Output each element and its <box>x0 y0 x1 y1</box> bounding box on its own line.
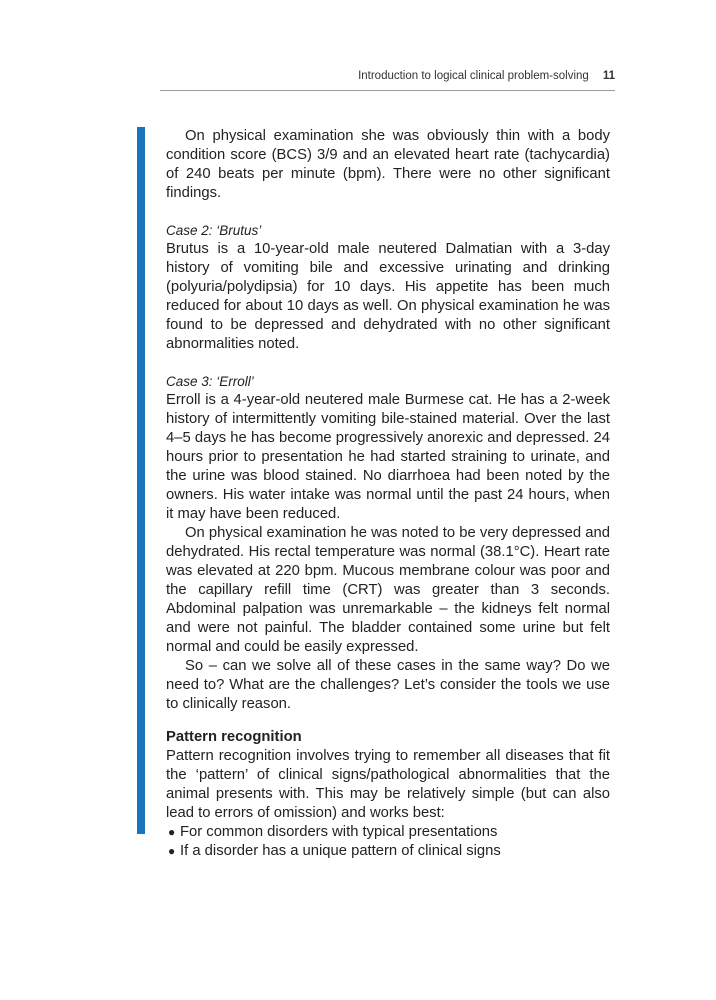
case2-heading: Case 2: ‘Brutus’ <box>166 223 262 238</box>
case3-paragraph: Erroll is a 4-year-old neutered male Burmese cat. He has a 2-week history of intermittently vomiting bile-stained material. Over the last 4–5 days he has become progressively anorexic and depressed. 24 hours prior to presentation he had started straining to urinate, and the urine was blood stained. No diarrhoea had been noted by the owners. His water intake was normal until the past 24 hours, when it may have been reduced. <box>166 392 610 522</box>
case3-heading: Case 3: ‘Erroll’ <box>166 374 254 389</box>
section-paragraph: Pattern recognition involves trying to remember all diseases that fit the ‘pattern’ of clinical signs/pathological abnormalities that the animal presents with. This may be relatively simple (but can also lead to errors of omission) and works best: <box>166 748 610 821</box>
bullet-icon: ● <box>168 825 176 839</box>
running-title: Introduction to logical clinical problem-solving <box>358 70 589 82</box>
list-item <box>166 842 610 861</box>
page-number: 11 <box>602 70 615 82</box>
running-header <box>160 70 615 91</box>
body-text <box>166 127 610 861</box>
list-item <box>166 823 610 842</box>
bullet-text: For common disorders with typical presentations <box>180 824 498 840</box>
section-heading: Pattern recognition <box>166 729 302 745</box>
case2-paragraph: Brutus is a 10-year-old male neutered Dalmatian with a 3-day history of vomiting bile and excessive urinating and drinking (polyuria/polydipsia) for 10 days. His appetite has been much reduced for about 10 days as well. On physical examination he was found to be depressed and dehydrated with no other significant abnormalities noted. <box>166 241 610 352</box>
bullet-text: If a disorder has a unique pattern of clinical signs <box>180 843 501 859</box>
accent-side-bar <box>137 127 145 834</box>
case3-exam-paragraph: On physical examination he was noted to be very depressed and dehydrated. His rectal temperature was normal (38.1°C). Heart rate was elevated at 220 bpm. Mucous membrane colour was poor and the capillary refill time (CRT) was greater than 3 seconds. Abdominal palpation was unremarkable – the kidneys felt normal and were not painful. The bladder contained some urine but felt normal and could be easily expressed. <box>166 525 610 655</box>
bullet-list <box>166 823 610 861</box>
exam-paragraph-case1: On physical examination she was obviously thin with a body condition score (BCS) 3/9 and an elevated heart rate (tachycardia) of 240 beats per minute (bpm). There were no other significant findings. <box>166 128 610 201</box>
bullet-icon: ● <box>168 844 176 858</box>
question-paragraph: So – can we solve all of these cases in the same way? Do we need to? What are the challenges? Let’s consider the tools we use to clinically reason. <box>166 658 610 712</box>
